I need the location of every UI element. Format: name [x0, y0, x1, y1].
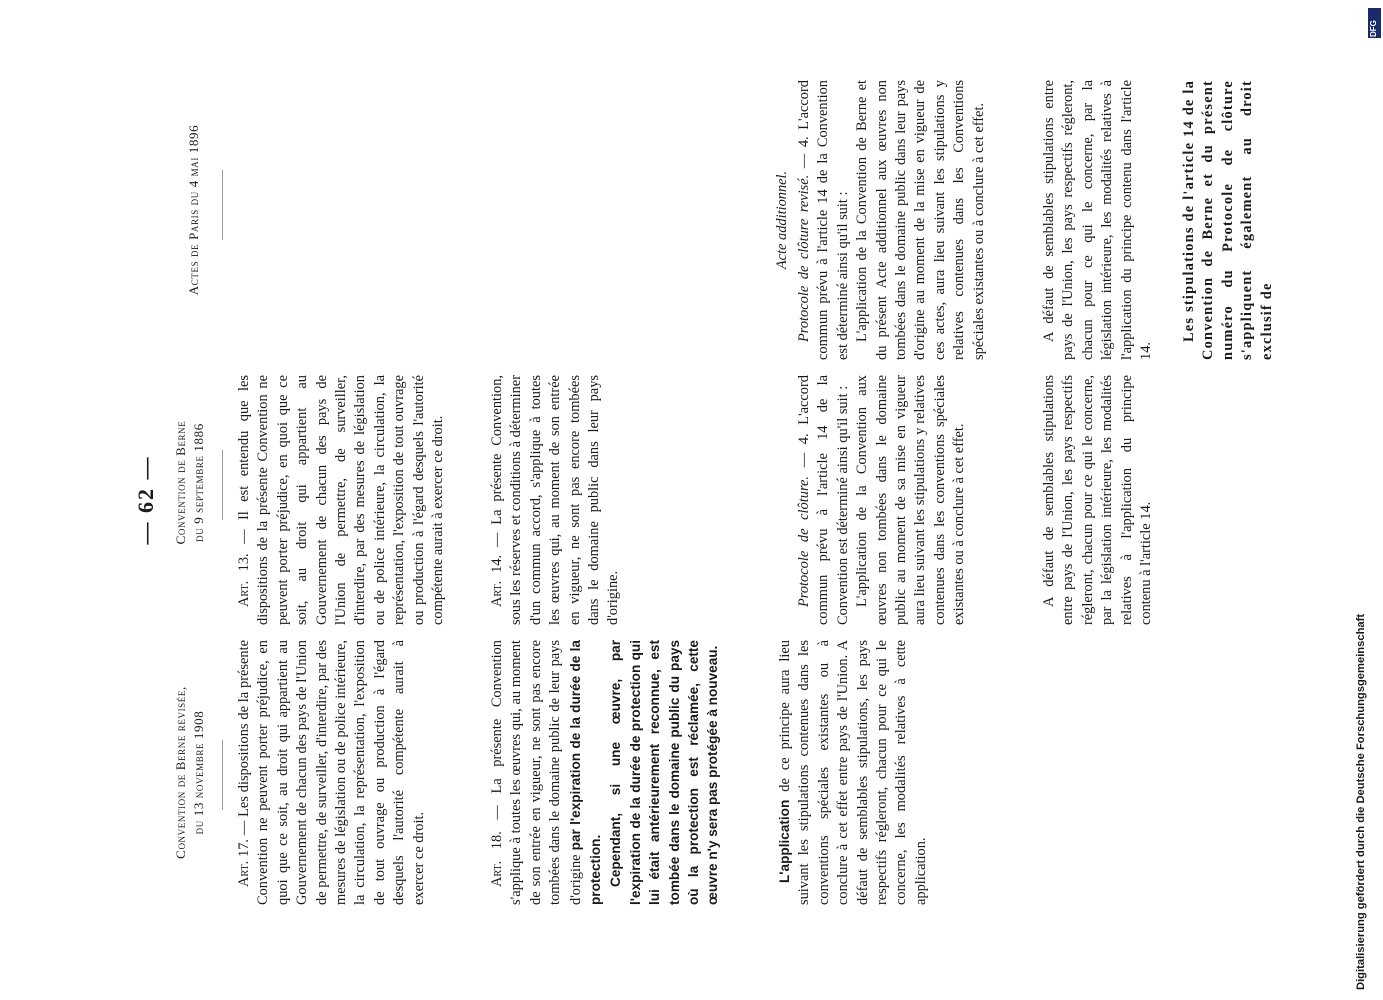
protocole-text-2: L'application de la Convention aux œuvres non tombées dans le domaine public au moment de sa mise en vigueur aura lieu suivant les stipulations y relatives contenues dans les conventions spéciales existantes ou à conclure à cet effet. — [854, 375, 968, 625]
protocole-cloture — [795, 375, 970, 625]
paragraph-lead: L'application — [777, 799, 792, 883]
protocole-label: Protocole de clôture. — [796, 476, 812, 607]
article-14 — [488, 375, 624, 625]
header-rule — [222, 450, 223, 520]
defaut-paragraph — [1040, 80, 1156, 360]
article-bold-paragraph: Cependant, si une œuvre, par l'expiration de la durée de protection qui lui était antérieurement reconnue, est tombée dans le domaine public du pays où la protection est réclamée, cette œuvre n'y sera pas protégée à nouveau. — [608, 640, 721, 905]
protocole-label: Protocole de clôture revisé. — [796, 174, 812, 342]
protocole-cloture-revise — [795, 80, 989, 360]
defaut-text: A défaut de semblables stipulations entre pays de l'Union, les pays respectifs régleront, chacun pour ce qui le concerne, par la législation intérieure, les modalités relatives à l'application du principe contenu à l'article 14. — [1041, 375, 1155, 625]
protocole-text-2: L'application de la Convention de Berne et du présent Acte additionnel aux œuvres non tombées dans le domaine public dans leur pays d'origine au moment de la mise en vigueur de ces actes, aura lieu suivant les stipulations y relatives contenues dans les Conventions spéciales existantes ou à conclure à cet effet. — [854, 80, 987, 360]
column-header-convention-1886 — [172, 370, 208, 595]
header-line1: Actes de Paris du 4 mai 1896 — [186, 124, 201, 296]
dfg-logo-text: DFG — [1369, 20, 1378, 37]
article-bold-tail: par l'expiration de la durée de la protection. — [567, 640, 604, 905]
acte-additionnel-title: Acte additionnel. — [774, 170, 790, 270]
paragraph-text: de ce principe aura lieu suivant les stipulations contenues dans les conventions spéciales existantes ou à conclure à cet effet entre pays de l'Union. A défaut de semblables stipulations, les pays respectifs régleront, chacun pour ce qui le concerne, les modalités relatives à cette application. — [777, 640, 929, 905]
header-rule — [222, 740, 223, 810]
header-rule — [222, 170, 223, 240]
article-text: — Il est entendu que les dispositions de la présente Convention ne peuvent porter préjudice, en quoi que ce soit, au droit qui appartient au Gouvernement de chacun des pays de l'Union de permettre, de surveiller, d'interdire, par des mesures de législation ou de police intérieure, la circulation, la représentation, l'exposition de tout ouvrage ou production à l'égard desquels l'autorité compétente aurait à exercer ce droit. — [236, 375, 447, 625]
stipulations-paragraph — [1180, 80, 1277, 360]
page-number: — 62 — — [133, 455, 158, 545]
digitization-credit: Digitalisierung gefördert durch die Deutsche Forschungsgemeinschaft — [1355, 613, 1367, 990]
defaut-text: A défaut de semblables stipulations entre pays de l'Union, les pays respectifs régleront, chacun pour ce qui le concerne, par la législation intérieure, les modalités relatives à l'application du principe contenu dans l'article 14. — [1041, 80, 1155, 360]
header-line1: Convention de Berne — [173, 420, 188, 545]
header-line2: du 9 septembre 1886 — [191, 423, 206, 542]
dfg-logo — [1368, 8, 1381, 38]
article-text: — La présente Convention s'applique à toutes les œuvres qui, au moment de son entrée en vigueur, ne sont pas encore tombées dans le domaine public de leur pays d'origine — [489, 640, 584, 905]
article-text: — La présente Convention, sous les réserves et conditions à déterminer d'un commun accord, s'applique à toutes les œuvres qui, au moment de son entrée en vigueur, ne sont pas encore tombées dans le domaine public dans leur pays d'origine. — [489, 375, 622, 625]
article-label: Art. 17. — [236, 838, 252, 887]
article-18 — [488, 640, 723, 905]
defaut-paragraph — [1040, 375, 1156, 625]
stipulations-text: Les stipulations de l'article 14 de la Convention de Berne et du présent numéro du Protocole de clôture s'appliquent également au droit exclusif de — [1181, 80, 1275, 360]
column-header-actes-1896 — [185, 75, 203, 345]
protocole-text: — 4. L'accord commun prévu à l'article 14 de la Convention est déterminé ainsi qu'il suit : — [796, 80, 851, 360]
column-header-convention-1908 — [172, 640, 208, 905]
header-line2: du 13 novembre 1908 — [191, 710, 206, 835]
article-13 — [235, 375, 448, 625]
protocole-text: — 4. L'accord commun prévu à l'article 14 de la Convention est déterminé ainsi qu'il suit : — [796, 375, 851, 625]
header-line1: Convention de Berne revisée, — [173, 686, 188, 859]
article-label: Art. 14. — [489, 554, 505, 607]
application-paragraph — [775, 640, 931, 905]
article-text: — Les dispositions de la présente Convention ne peuvent porter préjudice, en quoi que ce soit, au droit qui appartient au Gouvernement de chacun des pays de l'Union de permettre, de surveiller, d'interdire, par des mesures de législation ou de police intérieure, la circulation, la représentation, l'exposition de tout ouvrage ou production à l'égard desquels l'autorité compétente aurait à exercer ce droit. — [236, 640, 427, 905]
article-label: Art. 18. — [489, 831, 505, 887]
article-17 — [235, 640, 429, 905]
article-label: Art. 13. — [236, 553, 252, 607]
